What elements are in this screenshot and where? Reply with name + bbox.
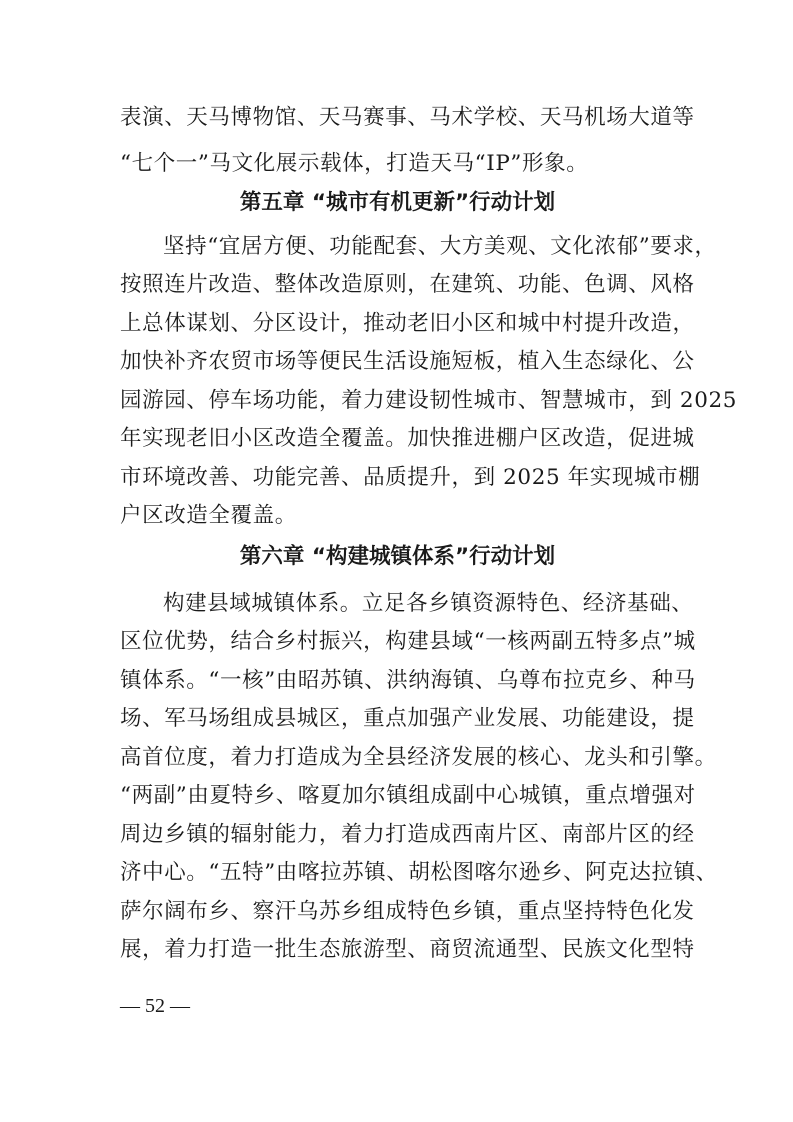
- chapter-heading: 第五章 “城市有机更新”行动计划: [239, 190, 556, 215]
- body-line: 镇体系。“一核”由昭苏镇、洪纳海镇、乌尊布拉克乡、种马: [120, 668, 696, 693]
- body-line: “两副”由夏特乡、喀夏加尔镇组成副中心城镇，重点增强对: [120, 783, 696, 808]
- body-line: 构建县域城镇体系。立足各乡镇资源特色、经济基础、: [163, 591, 694, 616]
- body-line: 区位优势，结合乡村振兴，构建县域“一核两副五特多点”城: [120, 629, 696, 654]
- body-line: 高首位度，着力打造成为全县经济发展的核心、龙头和引擎。: [120, 745, 717, 770]
- body-line: 按照连片改造、整体改造原则，在建筑、功能、色调、风格: [120, 272, 695, 297]
- body-line: 萨尔阔布乡、察汗乌苏乡组成特色乡镇，重点坚持特色化发: [120, 899, 695, 924]
- body-line: 表演、天马博物馆、天马赛事、马术学校、天马机场大道等: [120, 105, 695, 130]
- body-line: 户区改造全覆盖。: [120, 503, 297, 528]
- body-line: 加快补齐农贸市场等便民生活设施短板，植入生态绿化、公: [120, 349, 695, 374]
- body-line: 坚持“宜居方便、功能配套、大方美观、文化浓郁”要求，: [163, 234, 717, 259]
- chapter-heading: 第六章 “构建城镇体系”行动计划: [239, 544, 556, 569]
- body-line: 年实现老旧小区改造全覆盖。加快推进棚户区改造，促进城: [120, 426, 695, 451]
- body-line: 周边乡镇的辐射能力，着力打造成西南片区、南部片区的经: [120, 822, 695, 847]
- page-number: — 52 —: [120, 995, 190, 1017]
- body-line: 上总体谋划、分区设计，推动老旧小区和城中村提升改造，: [120, 311, 695, 336]
- body-line: 展，着力打造一批生态旅游型、商贸流通型、民族文化型特: [120, 937, 695, 962]
- body-line: 济中心。“五特”由喀拉苏镇、胡松图喀尔逊乡、阿克达拉镇、: [120, 860, 718, 885]
- body-line: 园游园、停车场功能，着力建设韧性城市、智慧城市，到 2025: [120, 388, 738, 413]
- body-line: 市环境改善、功能完善、品质提升，到 2025 年实现城市棚: [120, 465, 701, 490]
- body-line: “七个一”马文化展示载体，打造天马“IP”形象。: [120, 151, 589, 176]
- body-line: 场、军马场组成县城区，重点加强产业发展、功能建设，提: [120, 706, 695, 731]
